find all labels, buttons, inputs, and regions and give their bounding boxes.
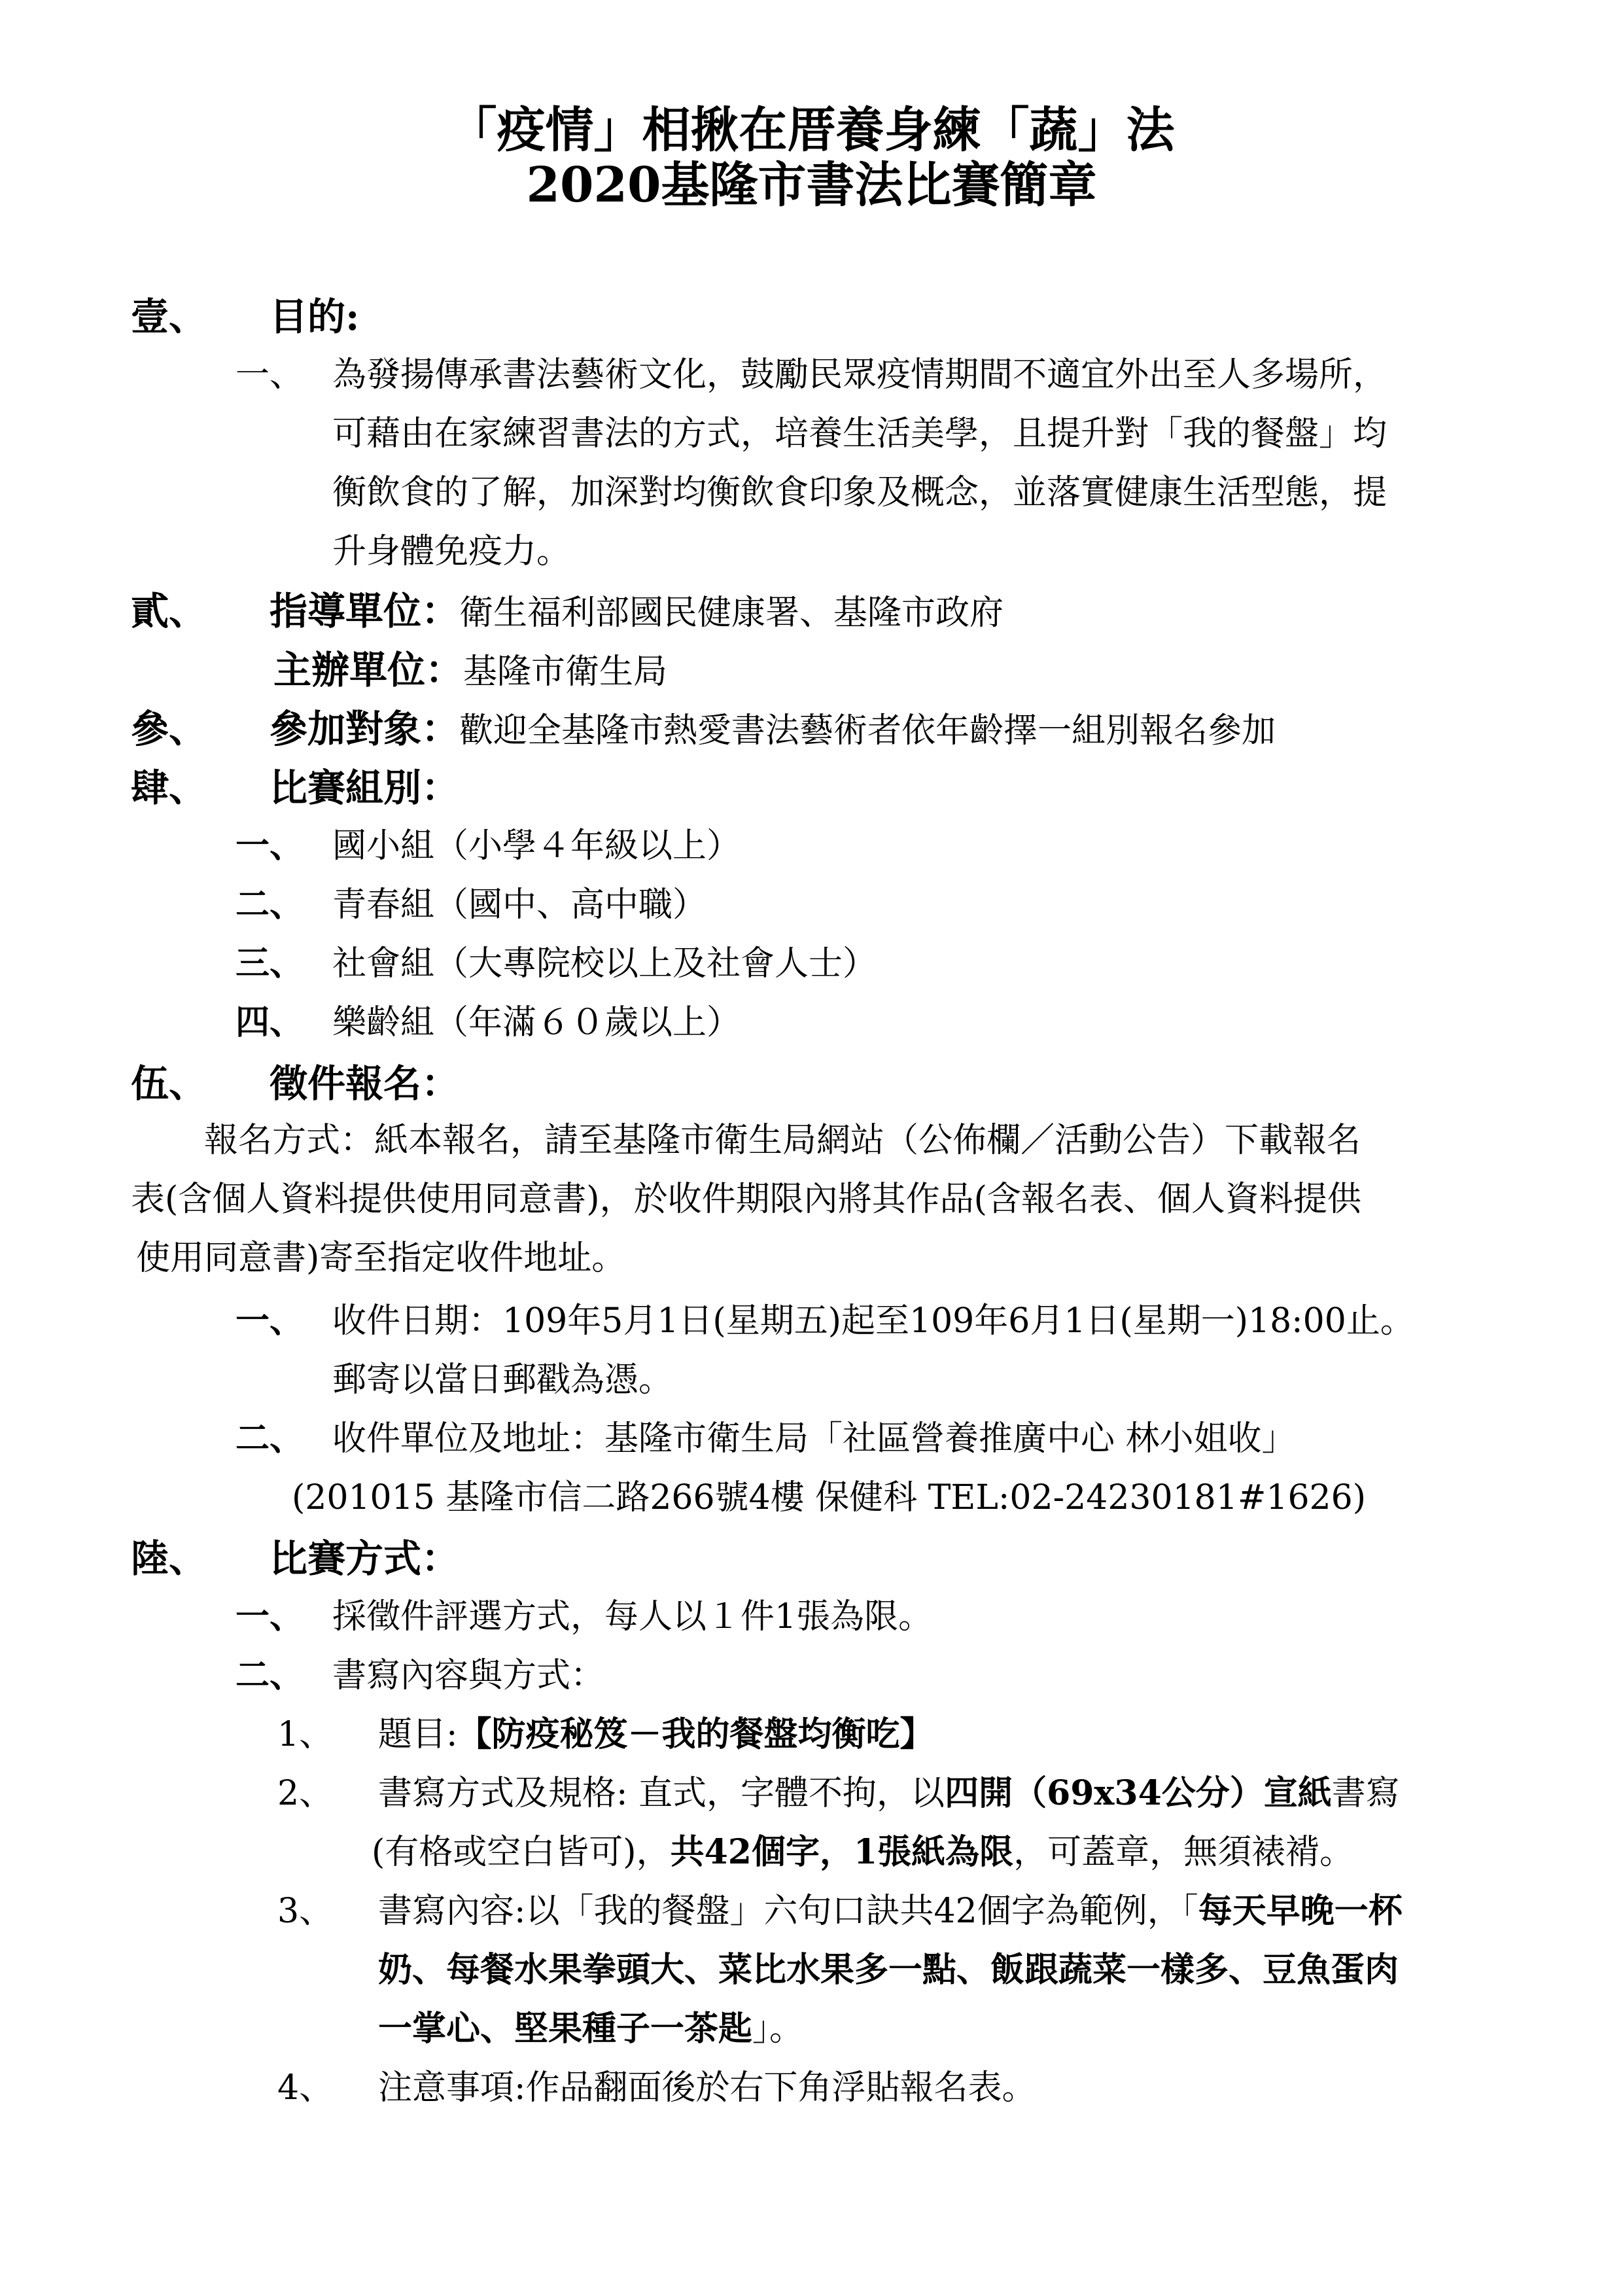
content-line-3	[378, 2009, 804, 2049]
topic-prefix: 題目:	[378, 1715, 458, 1754]
group-item-text: 樂齡組（年滿６０歲以上）	[332, 1003, 741, 1042]
group-item-text: 青春組（國中、高中職）	[332, 885, 707, 925]
section-1-label: 目的:	[270, 294, 360, 339]
format-l2-suffix: ，可蓋章，無須裱褙。	[1013, 1833, 1354, 1872]
registration-line-2: 表(含個人資料提供使用同意書)，於收件期限內將其作品(含報名表、個人資料提供	[131, 1180, 1361, 1219]
format-l2-prefix: (有格或空白皆可)，	[372, 1833, 671, 1872]
section-1-line-3: 衡飲食的了解，加深對均衡飲食印象及概念，並落實健康生活型態，提	[332, 473, 1387, 512]
participants-label: 參加對象：	[270, 707, 460, 751]
deadline-line-2: 郵寄以當日郵戳為憑。	[332, 1360, 673, 1400]
method-item-number: 一、	[236, 1597, 304, 1636]
section-5-number: 伍、	[131, 1061, 207, 1106]
section-6-label: 比賽方式：	[270, 1536, 460, 1581]
notice-number: 4、	[277, 2068, 334, 2108]
registration-line-3: 使用同意書)寄至指定收件地址。	[136, 1239, 626, 1278]
notice-text: 注意事項:作品翻面後於右下角浮貼報名表。	[378, 2068, 1036, 2108]
section-2-organizer	[273, 648, 668, 692]
content-motto-start: 每天早晚一杯	[1198, 1891, 1403, 1931]
address-line-2: (201015 基隆市信二路266號4樓 保健科 TEL:02-24230181#1626)	[292, 1478, 1367, 1517]
content-close: 」。	[752, 2009, 804, 2049]
format-line-2	[372, 1832, 1354, 1872]
content-number: 3、	[277, 1892, 334, 1931]
content-line-1	[378, 1891, 1403, 1931]
section-1-line-4: 升身體免疫力。	[332, 532, 571, 571]
organizer-label: 主辦單位：	[273, 648, 464, 692]
content-prefix: 書寫內容:以「我的餐盤」六句口訣共42個字為範例，「	[378, 1892, 1198, 1931]
method-item-text: 採徵件評選方式，每人以１件1張為限。	[332, 1597, 933, 1636]
guide-unit-text: 衛生福利部國民健康署、基隆市政府	[459, 593, 1004, 633]
group-item-number: 三、	[236, 944, 304, 983]
page-subtitle: 2020基隆市書法比賽簡章	[526, 157, 1097, 213]
content-motto-end: 一掌心、堅果種子一茶匙	[378, 2009, 753, 2049]
organizer-text: 基隆市衛生局	[463, 652, 668, 692]
content-item-text: 書寫內容與方式：	[332, 1656, 605, 1695]
guide-unit-label: 指導單位：	[270, 589, 460, 633]
section-6-number: 陸、	[131, 1536, 207, 1581]
group-item-number: 四、	[236, 1002, 304, 1042]
registration-line-1: 報名方式：紙本報名，請至基隆市衛生局網站（公佈欄／活動公告）下載報名	[204, 1121, 1361, 1160]
format-suffix: 書寫	[1331, 1774, 1400, 1813]
address-line-1: 收件單位及地址：基隆市衛生局「社區營養推廣中心 林小姐收」	[332, 1419, 1296, 1458]
group-item-text: 國小組（小學４年級以上）	[332, 826, 741, 866]
deadline-item-number: 一、	[236, 1301, 304, 1341]
format-l2-rule: 共42個字，1張紙為限	[670, 1832, 1014, 1872]
topic-line	[378, 1714, 934, 1754]
section-4-number: 肆、	[131, 766, 207, 810]
content-line-2: 奶、每餐水果拳頭大、菜比水果多一點、飯跟蔬菜一樣多、豆魚蛋肉	[378, 1950, 1399, 1990]
page-title: 「疫情」相揪在厝養身練「蔬」法	[448, 102, 1175, 158]
section-2-number: 貳、	[131, 589, 207, 633]
format-line-1	[378, 1773, 1400, 1813]
address-item-number: 二、	[236, 1419, 304, 1458]
format-prefix: 書寫方式及規格: 直式，字體不拘，以	[378, 1774, 945, 1813]
section-5-label: 徵件報名：	[270, 1061, 460, 1106]
content-item-number: 二、	[236, 1655, 304, 1695]
topic-title: 【防疫秘笈－我的餐盤均衡吃】	[457, 1714, 934, 1754]
group-item-number: 一、	[236, 826, 304, 866]
format-paper: 四開（69x34公分）宣紙	[945, 1773, 1332, 1813]
topic-number: 1、	[277, 1715, 334, 1754]
section-1-number: 壹、	[131, 294, 207, 339]
deadline-line-1: 收件日期：109年5月1日(星期五)起至109年6月1日(星期一)18:00止。	[332, 1301, 1414, 1341]
group-item-number: 二、	[236, 885, 304, 925]
participants-text: 歡迎全基隆市熱愛書法藝術者依年齡擇一組別報名參加	[459, 711, 1276, 751]
section-3-number: 參、	[131, 707, 207, 751]
section-1-item-number: 一、	[236, 355, 304, 395]
group-item-text: 社會組（大專院校以上及社會人士）	[332, 944, 877, 983]
section-1-line-1: 為發揚傳承書法藝術文化，鼓勵民眾疫情期間不適宜外出至人多場所，	[332, 355, 1387, 395]
format-number: 2、	[277, 1774, 334, 1813]
section-2-label	[270, 589, 1004, 633]
section-3-label	[270, 707, 1276, 751]
section-1-line-2: 可藉由在家練習書法的方式，培養生活美學，且提升對「我的餐盤」均	[332, 414, 1387, 453]
section-4-label: 比賽組別：	[270, 766, 460, 810]
